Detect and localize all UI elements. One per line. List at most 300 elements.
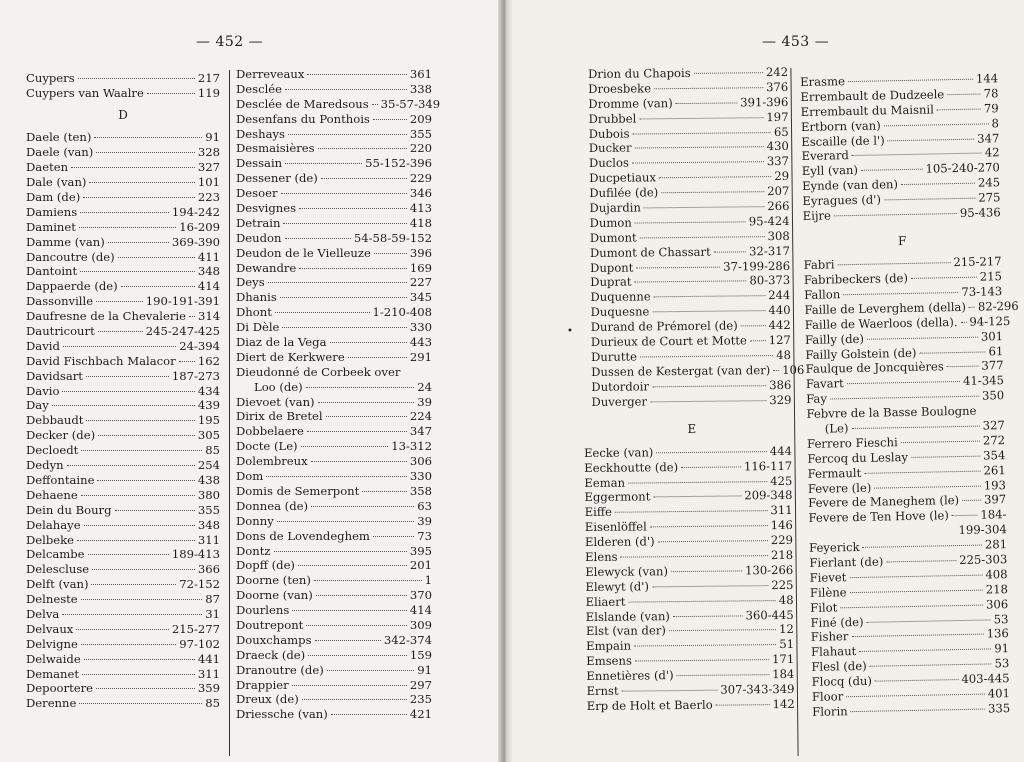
index-entry-pages: 24-394: [179, 338, 220, 353]
index-entry: [26, 190, 220, 205]
index-entry-pages: 48: [776, 347, 792, 362]
index-entry-name: Feyerick: [808, 540, 860, 556]
index-entry-name: Daminet: [26, 219, 76, 234]
leader-dots: [91, 584, 176, 585]
leader-dots: [960, 322, 966, 323]
index-entry-name: Dessener (de): [236, 171, 318, 186]
leader-dots: [661, 191, 764, 193]
index-entry-name: Fermault: [807, 465, 862, 481]
leader-dots: [870, 664, 992, 667]
index-entry-pages: 347: [976, 130, 1000, 146]
index-entry: [26, 86, 220, 101]
leader-dots: [621, 555, 768, 558]
leader-dots: [52, 405, 195, 406]
index-entry-pages: 80-373: [749, 273, 791, 288]
index-entry: [236, 544, 432, 559]
index-entry-name: Delvigne: [26, 636, 78, 651]
index-list: [584, 444, 795, 714]
index-entry-name: Elewyt (d'): [585, 579, 650, 594]
index-entry-name: Fevere (le): [807, 480, 872, 496]
index-entry-pages: 184-: [980, 507, 1007, 522]
index-entry: [26, 220, 220, 235]
index-entry: [26, 667, 220, 682]
index-entry-pages: 377: [981, 358, 1004, 373]
index-entry-pages: 235: [409, 692, 432, 707]
index-entry-name: Dourlens: [236, 603, 290, 618]
index-entry-name: Flesl (de): [811, 659, 867, 675]
leader-dots: [96, 152, 195, 153]
index-entry-pages: 307-343-349: [720, 681, 795, 697]
index-entry-name: Eisenlöffel: [584, 519, 647, 535]
leader-dots: [884, 123, 989, 126]
index-entry-pages: 430: [766, 139, 789, 154]
index-entry-name: Damiens: [26, 204, 78, 219]
index-entry-pages: 187-273: [171, 368, 220, 383]
leader-dots: [849, 574, 982, 578]
leader-dots: [639, 117, 763, 119]
leader-dots: [79, 703, 202, 704]
index-entry-pages: 95-424: [748, 213, 790, 229]
index-entry-name: Domis de Semerpont: [236, 483, 360, 498]
index-entry-name: Decker (de): [26, 428, 96, 443]
index-entry-name: Dieudonné de Corbeek over: [236, 364, 401, 379]
index-entry-pages: 281: [984, 537, 1008, 552]
index-entry-name: Eijre: [802, 208, 832, 223]
index-entry-pages: 397: [983, 492, 1007, 507]
index-entry-pages: 227: [409, 275, 432, 290]
section-letter-d: D: [118, 108, 128, 123]
leader-dots: [635, 281, 747, 283]
index-entry-pages: 330: [409, 469, 432, 484]
index-list: [236, 67, 441, 722]
column-divider-left: [229, 70, 230, 756]
leader-dots: [653, 496, 741, 498]
index-entry-pages: 116-117: [743, 458, 793, 474]
index-entry: [26, 384, 220, 399]
index-entry: [236, 231, 432, 246]
index-entry: [590, 214, 790, 231]
index-entry: [236, 707, 432, 722]
leader-dots: [635, 147, 764, 149]
leader-dots: [285, 89, 407, 90]
leader-dots: [654, 87, 763, 89]
index-entry-pages: 220: [409, 141, 432, 156]
leader-dots: [848, 79, 973, 82]
index-entry-pages: 91: [994, 641, 1010, 656]
index-entry-pages: 209-348: [744, 488, 793, 503]
index-entry: [584, 488, 792, 505]
index-entry-name: Daufresne de la Chevalerie: [26, 309, 186, 324]
index-entry-name: Emsens: [586, 653, 632, 669]
index-entry-name: Di Dèle: [236, 320, 280, 335]
index-entry-name: Diert de Kerkwere: [236, 349, 345, 364]
index-entry-name: Elens: [585, 549, 618, 565]
index-entry-name: Elst (van der): [585, 623, 666, 639]
leader-dots: [77, 540, 195, 541]
index-entry-name: Fay: [806, 391, 828, 407]
index-entry-name: Erp de Holt et Baerlo: [586, 697, 713, 713]
index-entry: [236, 96, 441, 112]
index-entry-name: Errembault du Maisnil: [800, 102, 934, 119]
index-entry-name: Dale (van): [26, 175, 87, 190]
leader-dots: [84, 525, 195, 526]
index-entry-name: Dhanis: [236, 290, 277, 305]
index-entry-pages: 242: [765, 64, 789, 80]
index-entry-pages: 355: [409, 126, 432, 141]
index-entry-name: Delva: [26, 606, 60, 621]
right-page-column-1: [583, 64, 805, 714]
index-entry-pages: 197: [766, 109, 789, 124]
index-entry-name: Desvignes: [236, 201, 297, 216]
index-entry-name: Dontz: [236, 543, 271, 558]
leader-dots: [633, 132, 771, 134]
index-entry-pages: 223: [197, 190, 220, 205]
index-entry-name: Dons de Lovendeghem: [236, 528, 370, 543]
index-entry-pages: 8: [991, 115, 1000, 131]
index-entry-pages: 1: [424, 573, 432, 588]
index-entry-name: Eecke (van): [583, 445, 654, 460]
index-entry: [236, 350, 432, 365]
index-entry-name: Dantoint: [26, 264, 78, 279]
index-entry: [26, 324, 220, 339]
leader-dots: [901, 183, 975, 185]
index-entry-pages: 408: [985, 566, 1008, 582]
leader-dots: [92, 569, 195, 570]
index-entry-name: Delvaux: [26, 621, 74, 636]
index-entry-pages: 358: [409, 483, 432, 498]
index-entry-name: Deudon: [236, 230, 282, 245]
index-list: [26, 130, 220, 711]
index-entry: [236, 82, 432, 97]
index-entry-pages: 413: [409, 201, 432, 216]
index-entry-pages: 53: [994, 656, 1010, 671]
index-entry-name: Deys: [236, 275, 265, 290]
leader-dots: [636, 266, 720, 268]
index-entry-name: Drion du Chapois: [588, 65, 691, 81]
index-entry-name: Davio: [26, 383, 60, 398]
leader-dots: [147, 93, 195, 94]
leader-dots: [62, 614, 202, 615]
index-entry: [26, 339, 220, 354]
leader-dots: [311, 461, 407, 462]
leader-dots: [628, 600, 775, 603]
index-entry-name: Dhont: [236, 305, 272, 320]
index-entry-name: Dappaerde (de): [26, 279, 118, 294]
leader-dots: [652, 385, 766, 387]
index-entry-pages: 48: [778, 592, 794, 607]
index-entry-name: Depoortere: [26, 681, 94, 696]
index-entry-pages: 361: [409, 67, 432, 81]
index-entry-name: Erasme: [800, 74, 845, 89]
index-entry-pages: 327: [982, 418, 1005, 433]
leader-dots: [652, 310, 765, 312]
leader-dots: [89, 182, 194, 183]
index-entry: [236, 365, 432, 380]
index-entry-name: Finé (de): [810, 614, 864, 630]
index-entry-name: Dreux (de): [236, 692, 299, 707]
index-entry-name: Duquesne: [590, 304, 650, 320]
index-entry-name: Cuypers van Waalre: [26, 85, 144, 100]
leader-dots: [628, 481, 767, 483]
leader-dots: [76, 629, 168, 630]
index-entry: [26, 443, 220, 458]
leader-dots: [654, 296, 766, 298]
index-entry-name: Daele (ten): [26, 130, 92, 145]
leader-dots: [298, 565, 407, 566]
index-entry: [26, 428, 220, 443]
index-entry-name: Deffontaine: [26, 472, 95, 487]
index-entry: [26, 354, 220, 369]
index-entry: [236, 380, 432, 395]
index-entry-name: Ducker: [588, 141, 632, 156]
index-entry-pages: 41-345: [962, 373, 1005, 389]
index-entry: [26, 458, 220, 473]
leader-dots: [846, 694, 985, 698]
index-entry-pages: 305: [197, 428, 220, 443]
index-entry-name: Durieux de Court et Motte: [590, 333, 747, 350]
index-entry-pages: 342-374: [383, 632, 432, 647]
index-entry-pages: 130-266: [745, 562, 794, 578]
index-entry: [236, 246, 432, 261]
index-entry: [26, 577, 220, 592]
index-entry-pages: 418: [409, 215, 432, 230]
index-entry-name: Faille de Waerloos (della).: [804, 314, 958, 332]
leader-dots: [716, 704, 770, 706]
index-entry-pages: 411: [197, 249, 220, 264]
index-entry: [26, 160, 220, 175]
index-entry-pages: 106: [782, 362, 805, 377]
index-entry-pages: 309: [409, 617, 432, 632]
index-entry-name: Fercoq du Leslay: [807, 449, 909, 466]
index-entry-pages: 245-247-425: [145, 324, 220, 339]
right-page-column-2: [800, 71, 1019, 719]
index-entry-pages: 85: [205, 443, 220, 458]
index-entry-name: Dupont: [590, 260, 634, 275]
index-entry-name: Ducpetiaux: [589, 170, 657, 186]
index-entry-pages: 301: [980, 328, 1004, 344]
index-list: [803, 254, 1019, 719]
index-entry-pages: 329: [769, 392, 792, 407]
index-entry: [26, 235, 220, 250]
index-entry: [236, 67, 432, 82]
index-entry: [26, 547, 220, 562]
index-entry-name: Dehaene: [26, 487, 78, 502]
index-entry-name: Donnea (de): [236, 498, 308, 513]
index-entry-name: Delwaide: [26, 651, 81, 666]
index-entry-name: Filot: [810, 600, 838, 615]
index-entry-name: Dromme (van): [588, 95, 673, 111]
leader-dots: [327, 670, 414, 671]
index-entry: [26, 473, 220, 488]
index-entry-pages: 201: [409, 558, 432, 573]
leader-dots: [615, 510, 768, 513]
index-entry-name: Damme (van): [26, 234, 105, 249]
index-entry-pages: 275: [978, 190, 1001, 205]
index-entry-name: Deshays: [236, 126, 285, 141]
index-entry-pages: 370: [409, 588, 432, 603]
index-entry-pages: 360-445: [745, 607, 794, 622]
leader-dots: [671, 570, 742, 572]
index-list: [26, 71, 220, 101]
index-entry: [236, 141, 432, 156]
index-entry-name: Dussen de Kestergat (van der): [591, 362, 771, 379]
index-entry-pages: 12: [779, 622, 794, 637]
leader-dots: [275, 312, 370, 313]
index-entry-name: Everard: [801, 148, 849, 164]
index-entry-pages: 209: [409, 111, 432, 126]
index-entry-name: Fierlant (de): [809, 554, 884, 570]
leader-dots: [632, 162, 764, 164]
index-entry-name: Dolembreux: [236, 454, 308, 469]
book-gutter: [498, 0, 512, 762]
index-entry-pages: 350: [981, 388, 1005, 403]
index-entry-pages: 391-396: [740, 94, 789, 110]
index-entry-name: Dutordoir: [591, 379, 650, 394]
leader-dots: [81, 495, 195, 496]
index-entry-name: Ennetières (d'): [586, 668, 674, 684]
leader-dots: [656, 451, 766, 453]
index-entry-name: Durutte: [590, 349, 638, 364]
index-entry-pages: 78: [983, 86, 999, 101]
index-entry-pages: 215-217: [953, 254, 1002, 270]
index-entry-name: Desclée: [236, 81, 283, 96]
index-entry: [236, 320, 432, 335]
leader-dots: [78, 78, 195, 79]
index-entry-pages: 359: [197, 681, 220, 696]
index-entry-pages: 162: [197, 353, 220, 368]
index-entry-name: Drappier: [236, 677, 289, 692]
index-entry-name: Dievoet (van): [236, 394, 315, 409]
index-entry-name: Ertborn (van): [800, 118, 881, 134]
index-entry-name: Escaille (de l'): [801, 132, 885, 149]
index-entry-pages: 39: [417, 394, 432, 409]
index-entry-name: Dranoutre (de): [236, 662, 324, 677]
leader-dots: [650, 400, 766, 402]
index-entry: [26, 592, 220, 607]
index-entry-name: Flocq (du): [811, 673, 873, 690]
index-entry-name: Fabribeckers (de): [803, 271, 909, 288]
index-entry-name: (Le): [824, 421, 849, 436]
index-entry-name: Errembault de Dudzeele: [800, 87, 945, 104]
leader-dots: [86, 420, 194, 421]
leader-dots: [673, 615, 743, 617]
leader-dots: [292, 610, 407, 611]
leader-dots: [640, 236, 765, 238]
leader-dots: [189, 316, 195, 317]
index-entry-name: Dujardin: [589, 200, 641, 216]
index-entry-pages: 254: [197, 458, 220, 473]
index-entry-pages: 386: [769, 377, 792, 392]
leader-dots: [331, 714, 407, 715]
leader-dots: [83, 197, 195, 198]
index-entry-name: Driessche (van): [236, 707, 328, 722]
index-entry-pages: 53: [993, 611, 1009, 626]
index-entry: [26, 607, 220, 622]
index-entry: [236, 216, 432, 231]
leader-dots: [67, 465, 195, 466]
index-entry-pages: 61: [988, 343, 1004, 358]
index-entry-pages: 425: [770, 473, 793, 488]
index-entry: [26, 637, 220, 652]
index-entry: [236, 529, 432, 544]
leader-dots: [81, 599, 203, 600]
index-entry: [236, 261, 432, 276]
leader-dots: [947, 366, 979, 368]
leader-dots: [315, 640, 381, 641]
index-entry: [26, 503, 220, 518]
leader-dots: [952, 515, 978, 516]
leader-dots: [281, 193, 407, 194]
leader-dots: [750, 340, 766, 341]
leader-dots: [88, 554, 169, 555]
index-entry-name: Deudon de le Vielleuze: [236, 245, 371, 260]
index-entry-pages: 73: [417, 528, 432, 543]
index-entry-pages: 171: [771, 652, 795, 667]
leader-dots: [318, 148, 407, 149]
leader-dots: [962, 500, 981, 501]
leader-dots: [773, 370, 779, 371]
index-entry-name: Daeten: [26, 160, 69, 175]
index-entry: [236, 588, 432, 603]
index-entry: [590, 273, 790, 290]
index-entry-pages: 414: [409, 603, 432, 618]
index-entry-pages: 13-312: [391, 439, 432, 454]
index-entry-name: Delescluse: [26, 562, 90, 577]
index-entry-pages: 297: [409, 677, 432, 692]
index-entry-pages: 199-304: [958, 522, 1007, 538]
index-entry-name: Duclos: [588, 155, 629, 171]
page-number-right: — 453 —: [762, 34, 830, 50]
leader-dots: [863, 545, 982, 548]
index-entry-pages: 401: [987, 686, 1011, 701]
leader-dots: [307, 431, 407, 432]
index-entry-name: Davidsart: [26, 368, 83, 383]
leader-dots: [115, 510, 195, 511]
index-entry-pages: 142: [772, 696, 795, 712]
index-entry-pages: 82-296: [977, 298, 1019, 314]
index-entry: [236, 633, 432, 648]
index-entry-pages: 395: [409, 543, 432, 558]
index-entry-name: Eliaert: [585, 594, 626, 609]
index-entry-name: Duverger: [591, 393, 648, 409]
index-entry-name: Dirix de Bretel: [236, 409, 323, 424]
index-entry-pages: 354: [983, 447, 1006, 463]
index-entry-name: Fievet: [809, 570, 847, 585]
leader-dots: [861, 169, 923, 171]
leader-dots: [314, 580, 422, 581]
index-entry-pages: 338: [409, 81, 432, 96]
index-entry-pages: 55-152-396: [365, 156, 432, 171]
index-entry: [591, 362, 805, 380]
index-entry-pages: 105-240-270: [925, 160, 1000, 176]
left-page-column-1: [26, 71, 220, 711]
index-entry-pages: 421: [409, 707, 432, 722]
leader-dots: [326, 416, 407, 417]
leader-dots: [277, 521, 414, 522]
index-entry-pages: 218: [770, 547, 794, 563]
index-entry: [26, 652, 220, 667]
leader-dots: [96, 688, 195, 689]
leader-dots: [676, 102, 737, 104]
leader-dots: [864, 470, 980, 473]
index-entry-pages: 311: [197, 532, 220, 547]
leader-dots: [306, 625, 407, 626]
leader-dots: [81, 450, 202, 451]
index-entry-pages: 119: [197, 85, 220, 100]
index-entry-name: Eyll (van): [801, 163, 859, 179]
leader-dots: [847, 381, 960, 384]
index-entry-pages: 328: [197, 145, 220, 160]
